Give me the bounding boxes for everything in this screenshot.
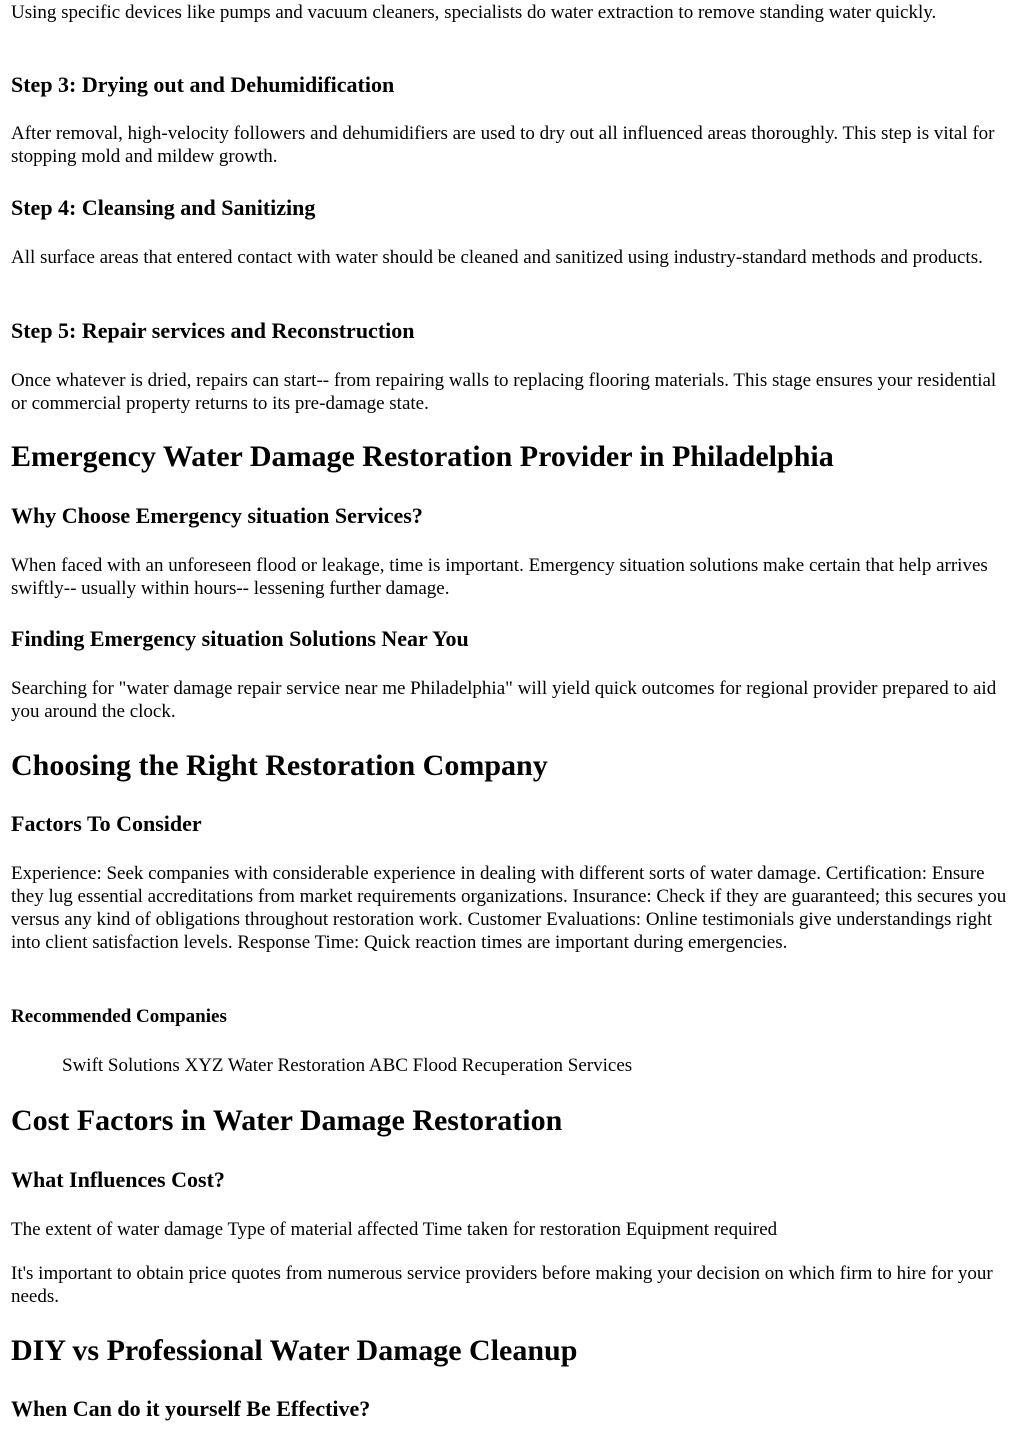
paragraph-factors: Experience: Seek companies with considerable experience in dealing with different sorts of water damage. Certification: Ensure they lug essential accreditations from market requirements organizations. Insurance: Check if they are guaranteed; this secures you versus any kind of obligations throughout restoration work. Customer Evaluations: Online testimonials give understandings right into client satisfaction levels. Response Time: Quick reaction times are important during emergencies. xyxy=(11,863,1007,953)
heading-diy-effective: When Can do it yourself Be Effective? xyxy=(11,1396,371,1421)
paragraph-price-quotes: It's important to obtain price quotes from numerous service providers before making your decision on which firm to hire for your needs. xyxy=(11,1263,993,1307)
list-item: Swift Solutions XYZ Water Restoration ABC Flood Recuperation Services xyxy=(62,1055,633,1076)
paragraph-water-extraction: Using specific devices like pumps and vacuum cleaners, specialists do water extraction to remove standing water quickly. xyxy=(11,2,937,23)
paragraph-step-3: After removal, high-velocity followers and dehumidifiers are used to dry out all influenced areas thoroughly. This step is vital for stopping mold and mildew growth. xyxy=(11,123,995,167)
heading-why-emergency: Why Choose Emergency situation Services? xyxy=(11,503,423,528)
heading-emergency-restoration: Emergency Water Damage Restoration Provider in Philadelphia xyxy=(11,440,834,473)
heading-step-3: Step 3: Drying out and Dehumidification xyxy=(11,72,395,97)
paragraph-finding-emergency: Searching for "water damage repair service near me Philadelphia" will yield quick outcomes for regional provider prepared to aid you around the clock. xyxy=(11,678,997,722)
paragraph-cost-influences: The extent of water damage Type of material affected Time taken for restoration Equipment required xyxy=(11,1219,778,1240)
heading-what-influences-cost: What Influences Cost? xyxy=(11,1167,225,1192)
heading-factors: Factors To Consider xyxy=(11,811,202,836)
heading-recommended-companies: Recommended Companies xyxy=(11,1006,227,1027)
heading-step-4: Step 4: Cleansing and Sanitizing xyxy=(11,195,316,220)
paragraph-step-5: Once whatever is dried, repairs can start-- from repairing walls to replacing flooring materials. This stage ensures your residential or commercial property returns to its pre-damage state. xyxy=(11,370,997,414)
heading-cost-factors: Cost Factors in Water Damage Restoration xyxy=(11,1104,563,1137)
recommended-companies-list xyxy=(11,1055,632,1077)
paragraph-why-emergency: When faced with an unforeseen flood or leakage, time is important. Emergency situation solutions make certain that help arrives swiftly-- usually within hours-- lessening further damage. xyxy=(11,555,988,599)
heading-diy-vs-professional: DIY vs Professional Water Damage Cleanup xyxy=(11,1334,578,1367)
paragraph-step-4: All surface areas that entered contact with water should be cleaned and sanitized using industry-standard methods and products. xyxy=(11,247,983,268)
heading-finding-emergency: Finding Emergency situation Solutions Near You xyxy=(11,626,469,651)
heading-choosing-company: Choosing the Right Restoration Company xyxy=(11,749,548,782)
heading-step-5: Step 5: Repair services and Reconstruction xyxy=(11,318,415,343)
